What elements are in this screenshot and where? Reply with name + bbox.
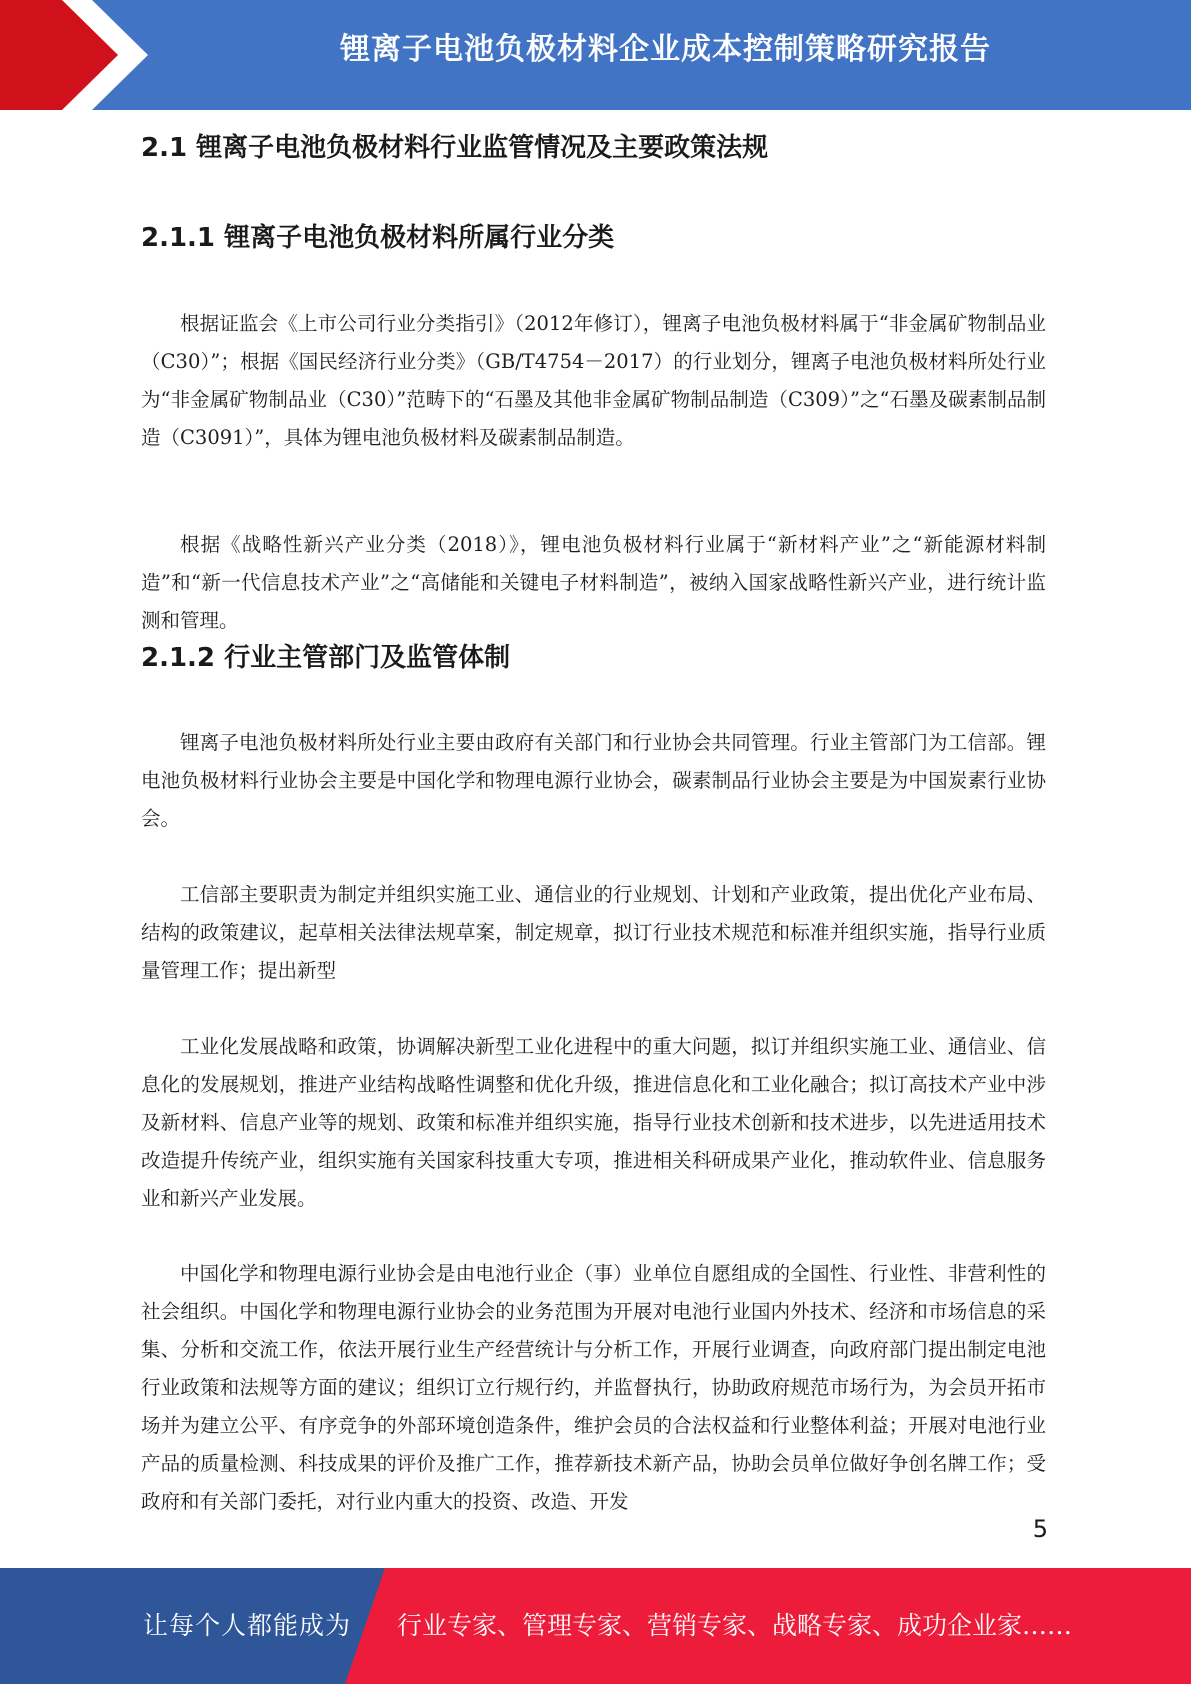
subsection-heading-2: 2.1.2 行业主管部门及监管体制 [141, 643, 511, 673]
paragraph: 中国化学和物理电源行业协会是由电池行业企（事）业单位自愿组成的全国性、行业性、非营利性的社会组织。中国化学和物理电源行业协会的业务范围为开展对电池行业国内外技术、经济和市场信息的采集、分析和交流工作，依法开展行业生产经营统计与分析工作，开展行业调查，向政府部门提出制定电池行业政策和法规等方面的建议；组织订立行规行约，并监督执行，协助政府规范市场行为，为会员开拓市场并为建立公平、有序竞争的外部环境创造条件，维护会员的合法权益和行业整体利益；开展对电池行业产品的质量检测、科技成果的评价及推广工作，推荐新技术新产品，协助会员单位做好争创名牌工作；受政府和有关部门委托，对行业内重大的投资、改造、开发 [141, 1262, 1046, 1513]
paragraph: 工信部主要职责为制定并组织实施工业、通信业的行业规划、计划和产业政策，提出优化产业布局、结构的政策建议，起草相关法律法规草案，制定规章，拟订行业技术规范和标准并组织实施，指导行业质量管理工作；提出新型 [141, 883, 1046, 982]
paragraph: 锂离子电池负极材料所处行业主要由政府有关部门和行业协会共同管理。行业主管部门为工信部。锂电池负极材料行业协会主要是中国化学和物理电源行业协会，碳素制品行业协会主要是为中国炭素行业协会。 [141, 731, 1046, 830]
footer-slogan-right: 行业专家、管理专家、营销专家、战略专家、成功企业家…… [397, 1611, 1073, 1640]
header-banner [0, 0, 1191, 110]
paragraph: 根据《战略性新兴产业分类（2018）》，锂电池负极材料行业属于“新材料产业”之“新能源材料制造”和“新一代信息技术产业”之“高储能和关键电子材料制造”，被纳入国家战略性新兴产业，进行统计监测和管理。 [141, 533, 1046, 632]
subsection-heading-1: 2.1.1 锂离子电池负极材料所属行业分类 [141, 223, 615, 253]
report-title: 锂离子电池负极材料企业成本控制策略研究报告 [340, 32, 991, 67]
paragraph: 工业化发展战略和政策，协调解决新型工业化进程中的重大问题，拟订并组织实施工业、通信业、信息化的发展规划，推进产业结构战略性调整和优化升级，推进信息化和工业化融合；拟订高技术产业中涉及新材料、信息产业等的规划、政策和标准并组织实施，指导行业技术创新和技术进步，以先进适用技术改造提升传统产业，组织实施有关国家科技重大专项，推进相关科研成果产业化，推动软件业、信息服务业和新兴产业发展。 [141, 1035, 1046, 1210]
footer-banner [0, 1568, 1191, 1684]
header-red-chevron [0, 0, 160, 110]
footer-slogan-left: 让每个人都能成为 [143, 1611, 352, 1640]
paragraph: 根据证监会《上市公司行业分类指引》（2012年修订），锂离子电池负极材料属于“非金属矿物制品业（C30）”；根据《国民经济行业分类》（GB/T4754－2017）的行业划分，锂离子电池负极材料所处行业为“非金属矿物制品业（C30）”范畴下的“石墨及其他非金属矿物制品制造（C309）”之“石墨及碳素制品制造（C3091）”，具体为锂电池负极材料及碳素制品制造。 [141, 312, 1046, 449]
page-number: 5 [1032, 1515, 1048, 1543]
section-heading: 2.1 锂离子电池负极材料行业监管情况及主要政策法规 [141, 133, 769, 163]
